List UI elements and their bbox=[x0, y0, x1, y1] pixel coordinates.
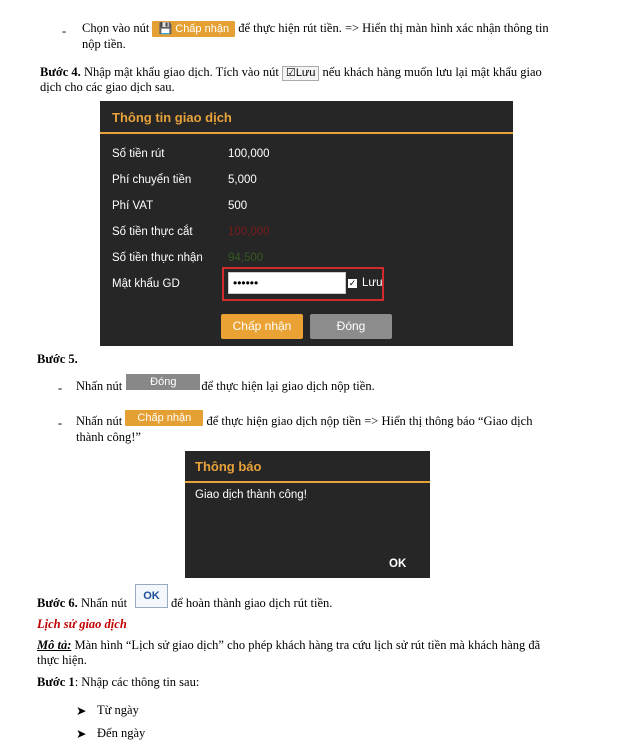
history-heading: Lịch sử giao dịch bbox=[37, 617, 127, 631]
intro-pre-text: Chọn vào nút bbox=[82, 21, 150, 35]
notification-dialog bbox=[185, 451, 430, 578]
step4-line2: dịch cho các giao dịch sau. bbox=[40, 80, 175, 94]
step5-b1-post: để thực hiện lại giao dịch nộp tiền. bbox=[201, 379, 375, 393]
step5-b2-pre: Nhấn nút bbox=[76, 414, 123, 428]
row-value-fee: 5,000 bbox=[228, 174, 257, 186]
bullet-dash: - bbox=[58, 416, 63, 430]
bullet-dash: - bbox=[58, 381, 63, 395]
step5-bullet1 bbox=[76, 376, 375, 395]
notification-title: Thông báo bbox=[195, 459, 262, 474]
accept-button[interactable]: Chấp nhận bbox=[221, 314, 303, 339]
arrow-bullet-icon: ➤ bbox=[76, 727, 87, 741]
row-label-debit: Số tiền thực cắt bbox=[112, 226, 193, 238]
step4-label: Bước 4. bbox=[40, 65, 81, 79]
transaction-info-dialog bbox=[100, 101, 513, 346]
luu-sample-checkbox: ☑Lưu bbox=[282, 66, 319, 81]
bullet-dash: - bbox=[62, 24, 67, 38]
step5-b2-post: để thực hiện giao dịch nộp tiền => Hiển thị thông báo “Giao dịch bbox=[206, 414, 533, 428]
history-step1 bbox=[37, 675, 199, 690]
step6-left bbox=[37, 596, 127, 611]
notification-message: Giao dịch thành công! bbox=[195, 489, 307, 501]
row-value-withdraw: 100,000 bbox=[228, 148, 270, 160]
step4-text-a: Nhập mật khẩu giao dịch. Tích vào nút bbox=[83, 65, 279, 79]
history-step1-text: : Nhập các thông tin sau: bbox=[74, 675, 200, 689]
step6-post: để hoàn thành giao dịch rút tiền. bbox=[171, 596, 333, 610]
checkbox-checked-icon: ☑ bbox=[285, 66, 296, 79]
chap-nhan-sample-button: Chấp nhận bbox=[125, 410, 203, 426]
bullet-to-date: Đến ngày bbox=[97, 726, 146, 740]
step6-label: Bước 6. bbox=[37, 596, 78, 610]
step4-text-b: nếu khách hàng muốn lưu lại mật khẩu giao bbox=[322, 65, 542, 79]
close-button[interactable]: Đóng bbox=[310, 314, 392, 339]
step5-bullet2 bbox=[76, 414, 596, 430]
save-checkbox-label: Lưu bbox=[362, 277, 383, 289]
row-label-fee: Phí chuyển tiền bbox=[112, 174, 192, 186]
save-checkbox[interactable]: ✓ bbox=[348, 278, 357, 288]
row-label-withdraw: Số tiền rút bbox=[112, 148, 165, 160]
ok-sample-button: OK bbox=[135, 584, 168, 608]
intro-line2: nộp tiền. bbox=[82, 37, 126, 51]
bullet-from-date: Từ ngày bbox=[97, 703, 139, 717]
arrow-bullet-icon: ➤ bbox=[76, 704, 87, 718]
history-step1-label: Bước 1 bbox=[37, 675, 75, 689]
row-value-credit: 94,500 bbox=[228, 252, 264, 264]
dialog-divider bbox=[100, 132, 513, 134]
intro-post-text: để thực hiện rút tiền. => Hiển thị màn hình xác nhận thông tin bbox=[238, 21, 549, 35]
history-description bbox=[37, 638, 582, 653]
password-input[interactable] bbox=[228, 272, 346, 294]
intro-paragraph bbox=[82, 21, 582, 37]
description-line2: thực hiện. bbox=[37, 653, 87, 667]
floppy-icon: 💾 bbox=[158, 23, 173, 36]
description-label: Mô tả: bbox=[37, 638, 72, 652]
description-text: Màn hình “Lịch sử giao dịch” cho phép khách hàng tra cứu lịch sử rút tiền mà khách hàng đã bbox=[74, 638, 541, 652]
step5-b2-line2: thành công!” bbox=[76, 430, 141, 444]
step6-pre: Nhấn nút bbox=[80, 596, 128, 610]
row-value-vat: 500 bbox=[228, 200, 248, 212]
row-value-debit: 100,000 bbox=[228, 226, 270, 238]
row-label-vat: Phí VAT bbox=[112, 200, 154, 212]
step5-label: Bước 5. bbox=[37, 352, 78, 366]
dialog-title: Thông tin giao dịch bbox=[112, 110, 232, 125]
dialog-divider bbox=[185, 481, 430, 483]
dong-sample-button: Đóng bbox=[126, 374, 200, 390]
chap-nhan-sample-button: 💾 Chấp nhận bbox=[152, 21, 235, 37]
row-label-credit: Số tiền thực nhận bbox=[112, 252, 203, 264]
step5-b1-pre: Nhấn nút bbox=[76, 379, 123, 393]
step4-paragraph bbox=[40, 65, 580, 81]
password-label: Mật khẩu GD bbox=[112, 278, 180, 290]
ok-button[interactable]: OK bbox=[389, 558, 407, 570]
